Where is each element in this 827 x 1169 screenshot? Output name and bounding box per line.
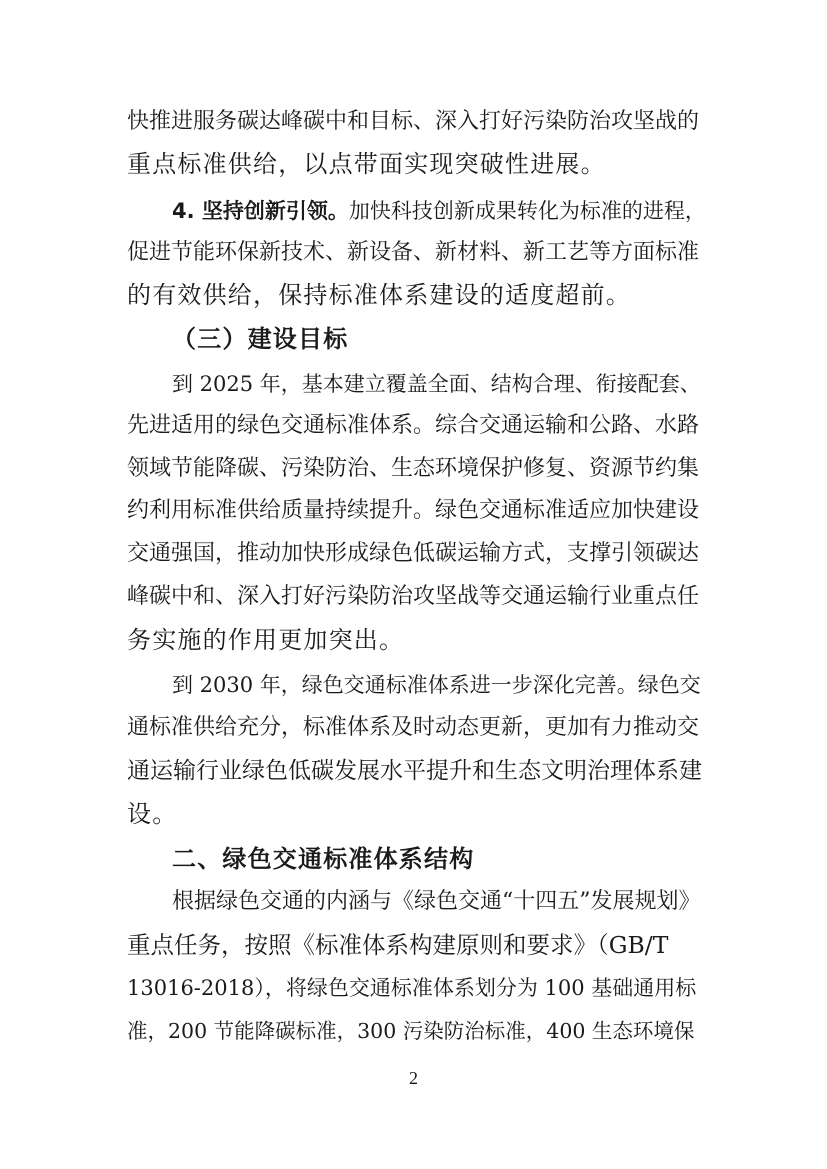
paragraph-line: 通运输行业绿色低碳发展水平提升和生态文明治理体系建 xyxy=(127,758,702,784)
paragraph-line: 快推进服务碳达峰碳中和目标、深入打好污染防治攻坚战的 xyxy=(127,109,700,134)
paragraph-line: 先进适用的绿色交通标准体系。综合交通运输和公路、水路 xyxy=(127,413,700,438)
paragraph-line: 设。 xyxy=(127,800,178,828)
paragraph-line: 重点任务，按照《标准体系构建原则和要求》（GB/T xyxy=(127,931,669,959)
paragraph-line: 通标准供给充分，标准体系及时动态更新，更加有力推动交 xyxy=(127,715,700,740)
paragraph-text: 加快科技创新成果转化为标准的进程， xyxy=(348,199,706,223)
paragraph-line: 峰碳中和、深入打好污染防治攻坚战等交通运输行业重点任 xyxy=(127,584,700,609)
section-heading-2: 二、绿色交通标准体系结构 xyxy=(172,845,475,873)
paragraph-line: 领域节能降碳、污染防治、生态环境保护修复、资源节约集 xyxy=(127,456,700,481)
paragraph-line: 到 2025 年，基本建立覆盖全面、结构合理、衔接配套、 xyxy=(172,372,701,396)
principle-title: 4. 坚持创新引领。 xyxy=(172,199,349,223)
section-heading-3: （三）建设目标 xyxy=(172,325,349,353)
paragraph-line: 约利用标准供给质量持续提升。绿色交通标准适应加快建设 xyxy=(127,498,700,523)
paragraph-line: 重点标准供给，以点带面实现突破性进展。 xyxy=(127,150,606,178)
paragraph-line: 的有效供给，保持标准体系建设的适度超前。 xyxy=(127,281,631,309)
page-number: 2 xyxy=(409,1068,418,1088)
paragraph-line: 准，200 节能降碳标准，300 污染防治标准，400 生态环境保 xyxy=(127,1019,695,1043)
paragraph-line: 到 2030 年，绿色交通标准体系进一步深化完善。绿色交 xyxy=(172,673,701,697)
paragraph-line: 交通强国，推动加快形成绿色低碳运输方式，支撑引领碳达 xyxy=(127,541,700,566)
paragraph-line: 13016-2018），将绿色交通标准体系划分为 100 基础通用标 xyxy=(127,976,697,1000)
paragraph-line: 务实施的作用更加突出。 xyxy=(127,626,405,654)
paragraph-line xyxy=(172,191,707,231)
paragraph-line: 促进节能环保新技术、新设备、新材料、新工艺等方面标准 xyxy=(127,240,700,265)
paragraph-line: 根据绿色交通的内涵与《绿色交通“十四五”发展规划》 xyxy=(172,889,701,914)
